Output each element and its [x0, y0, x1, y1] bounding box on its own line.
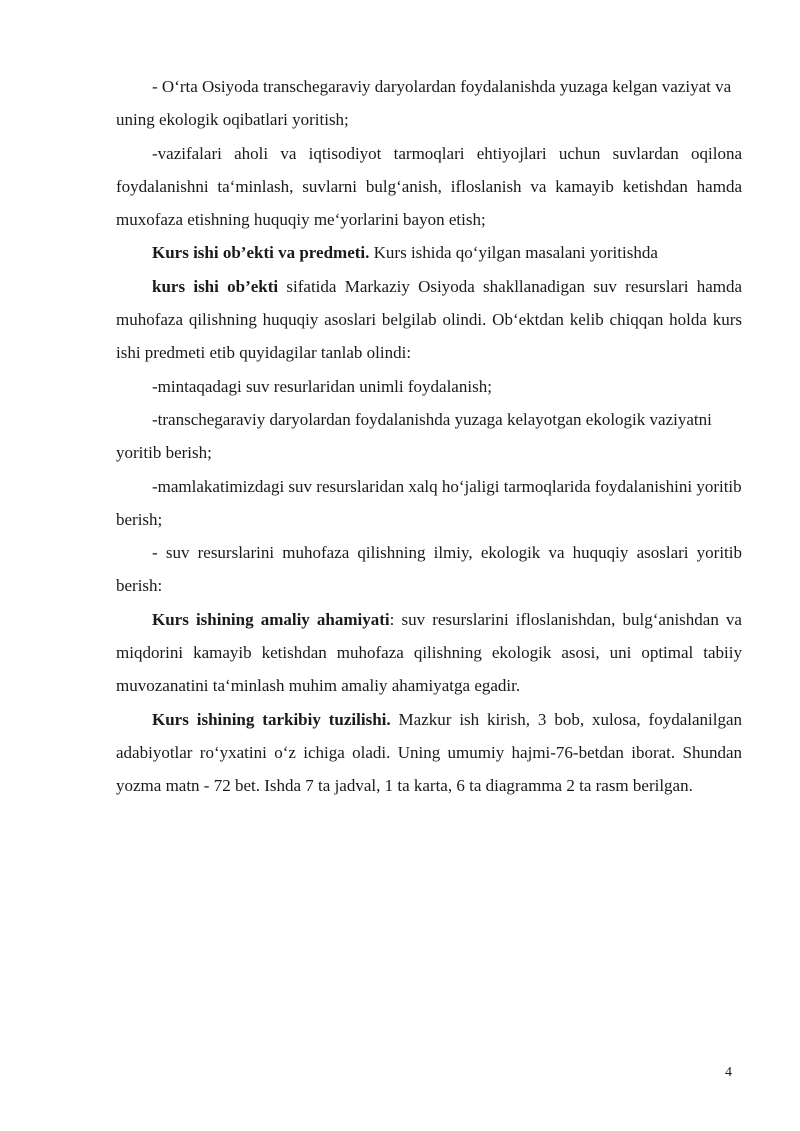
page-number: 4: [725, 1065, 732, 1080]
paragraph-text: - suv resurslarini muhofaza qilishning ilmiy, ekologik va huquqiy asoslari yoritib berish:: [116, 543, 742, 596]
page-body: [116, 70, 742, 803]
paragraph-text: -mintaqadagi suv resurlaridan unimli foydalanish;: [152, 376, 492, 396]
paragraph-heading: Kurs ishi ob’ekti va predmeti.: [152, 243, 370, 263]
paragraph-text: -transchegaraviy daryolardan foydalanishda yuzaga kelayotgan ekologik vaziyatni yoritib berish;: [116, 409, 712, 463]
paragraph-text: sifatida Markaziy Osiyoda shakllanadigan suv resurslari hamda muhofaza qilishning huquqiy asoslari belgilab olindi. Ob‘ektdan kelib chiqqan holda kurs ishi predmeti etib quyidagilar tanlab olindi:: [116, 276, 743, 363]
paragraph-object: [116, 270, 742, 370]
paragraph-text: -mamlakatimizdagi suv resurslaridan xalq ho‘jaligi tarmoqlarida foydalanishini yoritib berish;: [116, 476, 742, 529]
paragraph-structure: [116, 703, 742, 803]
paragraph-text: Kurs ishida qo‘yilgan masalani yoritishda: [369, 243, 658, 263]
paragraph-text: : suv resurslarini ifloslanishdan, bulg‘anishdan va miqdorini kamayib ketishdan muhofaza qilishning ekologik asosi, uni optimal tabiiy muvozanatini ta‘minlash muhim amaliy ahamiyatga egadir.: [116, 609, 742, 696]
paragraph-heading: kurs ishi ob’ekti: [152, 276, 279, 296]
paragraph-aim-1: [116, 70, 742, 137]
paragraph-heading: Kurs ishining tarkibiy tuzilishi.: [152, 709, 391, 729]
paragraph-tasks: [116, 137, 742, 237]
paragraph-subject-4: [116, 536, 742, 603]
paragraph-practical-significance: [116, 603, 742, 703]
paragraph-text: -vazifalari aholi va iqtisodiyot tarmoqlari ehtiyojlari uchun suvlardan oqilona foydalanishni ta‘minlash, suvlarni bulg‘anish, ifloslanish va kamayib ketishdan hamda muxofaza etishning huquqiy me‘yorlarini bayon etish;: [116, 143, 742, 230]
paragraph-subject-1: [116, 370, 742, 403]
paragraph-text: - O‘rta Osiyoda transchegaraviy daryolardan foydalanishda yuzaga kelgan vaziyat va uning ekologik oqibatlari yoritish;: [116, 77, 732, 130]
paragraph-subject-2: [116, 403, 742, 470]
paragraph-text: Mazkur ish kirish, 3 bob, xulosa, foydalanilgan adabiyotlar ro‘yxatini o‘z ichiga oladi. Uning umumiy hajmi-76-betdan iborat. Shundan yozma matn - 72 bet. Ishda 7 ta jadval, 1 ta karta, 6 ta diagramma 2 ta rasm berilgan.: [116, 709, 742, 796]
paragraph-object-subject: [116, 236, 742, 269]
paragraph-heading: Kurs ishining amaliy ahamiyati: [152, 609, 390, 629]
paragraph-subject-3: [116, 470, 742, 537]
